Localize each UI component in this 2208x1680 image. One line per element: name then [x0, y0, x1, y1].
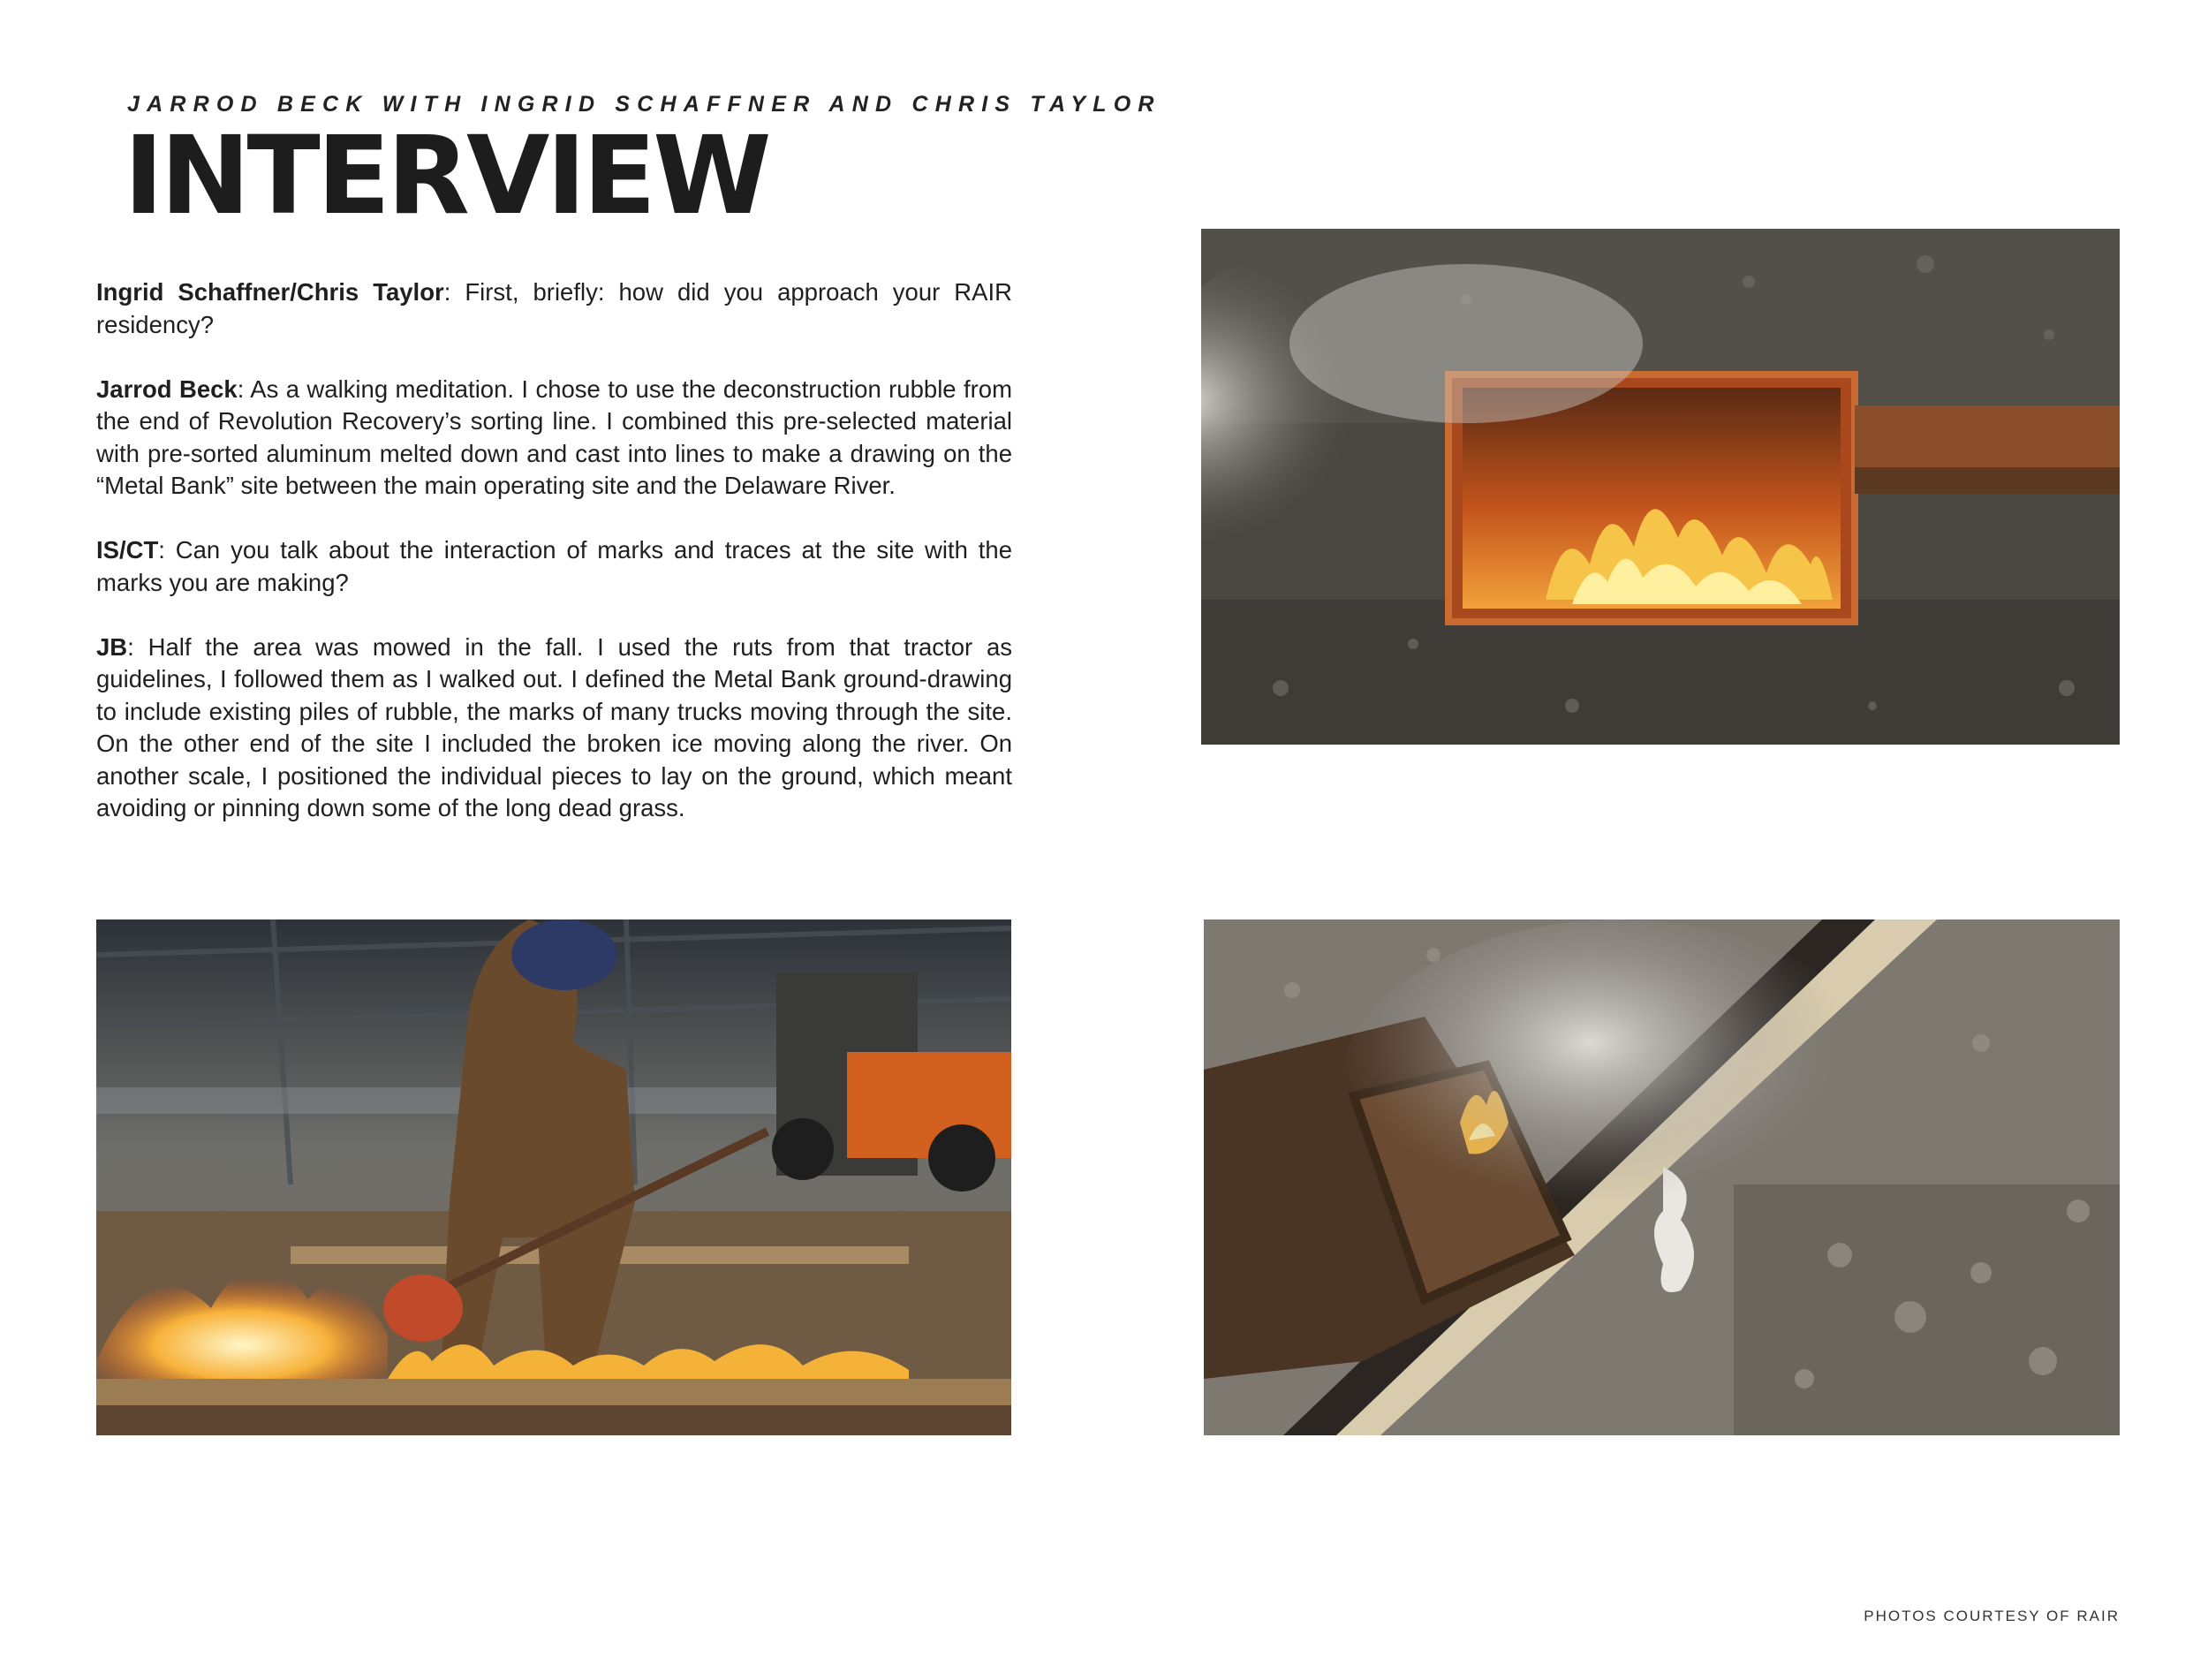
photo-credit: PHOTOS COURTESY OF RAIR	[1864, 1608, 2120, 1624]
interview-paragraph-3	[96, 534, 1012, 599]
byline: JARROD BECK WITH INGRID SCHAFFNER AND CHRIS TAYLOR	[127, 92, 1161, 117]
photo-burnt-wood	[1204, 919, 2120, 1435]
page-title: INTERVIEW	[124, 113, 768, 238]
paragraph-text: : Can you talk about the interaction of marks and traces at the site with the marks you are making?	[96, 536, 1012, 596]
paragraph-text: : Half the area was mowed in the fall. I used the ruts from that tractor as guidelines, I followed them as I walked out. I defined the Metal Bank ground-drawing to include existing piles of rubble, the marks of many trucks moving through the site. On the other end of the site I included the broken ice moving along the river. On another scale, I positioned the individual pieces to lay on the ground, which meant avoiding or pinning down some of the long dead grass.	[96, 632, 1012, 821]
interview-paragraph-2	[96, 374, 1012, 503]
paragraph-text: : First, briefly: how did you approach your RAIR residency?	[96, 278, 1013, 338]
photo-burning-drawer	[1201, 229, 2120, 745]
interview-paragraph-4	[96, 632, 1012, 825]
interview-paragraph-1	[96, 276, 1012, 341]
speaker-name: Ingrid Schaffner/Chris Taylor	[96, 278, 444, 306]
speaker-name: IS/CT	[96, 536, 159, 564]
paragraph-text: : As a walking meditation. I chose to use the deconstruction rubble from the end of Revolution Recovery’s sorting line. I combined this pre-selected material with pre-sorted aluminum melted down and cast into lines to make a drawing on the “Metal Bank” site between the main operating site and the Delaware River.	[96, 375, 1012, 499]
speaker-name: JB	[96, 632, 128, 661]
speaker-name: Jarrod Beck	[96, 375, 238, 403]
photo-pouring-metal	[96, 919, 1011, 1435]
interview-text	[96, 276, 1012, 857]
